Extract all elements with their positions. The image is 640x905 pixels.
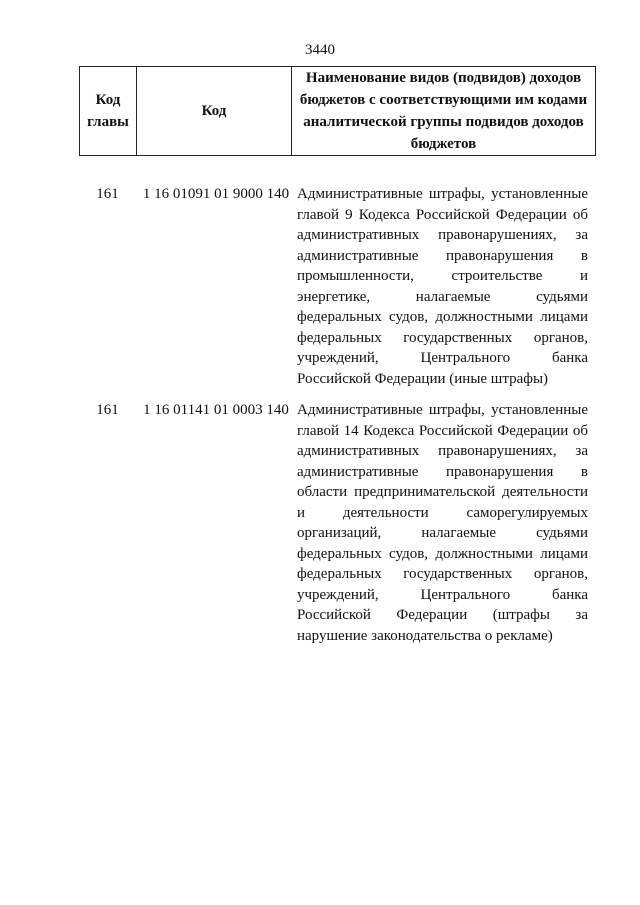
header-name: Наименование видов (подвидов) доходов бюджетов с соответствующими им кодами аналитической группы подвидов доходов бюджетов (299, 70, 588, 152)
row-code: 1 16 01141 01 0003 140 (143, 402, 289, 418)
table-header (79, 66, 596, 156)
header-chapter-code-line2: главы (87, 114, 129, 130)
header-chapter-code-line1: Код (95, 92, 121, 108)
row-name: Административные штрафы, установленные главой 9 Кодекса Российской Федерации об административных правонарушениях, за административные правонарушения в промышленности, строительстве и энергетике, налагаемые судьями федеральных судов, должностными лицами федеральных государственных органов, учреждений, Центрального банка Российской Федерации (иные штрафы) (297, 186, 588, 387)
page-number: 3440 (305, 42, 335, 58)
row-chapter-code: 161 (96, 402, 119, 418)
row-name: Административные штрафы, установленные главой 14 Кодекса Российской Федерации об административных правонарушениях, за административные правонарушения в области предпринимательской деятельности и деятельности саморегулируемых организаций, налагаемые судьями федеральных судов, должностными лицами федеральных государственных органов, учреждений, Центрального банка Российской Федерации (штрафы за нарушение законодательства о рекламе) (297, 402, 588, 644)
row-code: 1 16 01091 01 9000 140 (142, 186, 290, 202)
row-chapter-code: 161 (96, 186, 119, 202)
header-code: Код (137, 67, 292, 155)
header-chapter-code (80, 67, 137, 155)
